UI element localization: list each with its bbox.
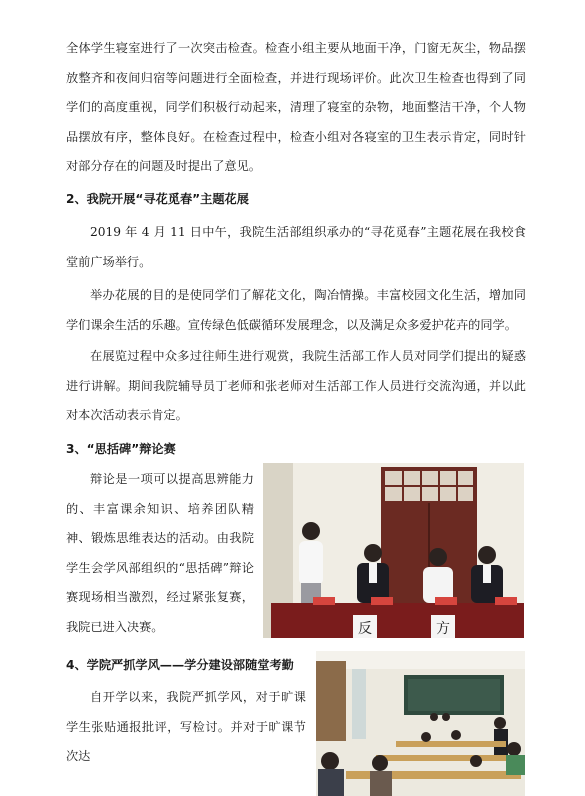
heading-attendance: 4、学院严抓学风——学分建设部随堂考勤 xyxy=(66,658,294,672)
paragraph-debate: 辩论是一项可以提高思辨能力的、丰富课余知识、培养团队精神、锻炼思维表达的活动。由我院学生会学风部组织的“思括碑”辩论赛现场相当激烈，经过紧张复赛，我院已进入决赛。 xyxy=(66,472,254,634)
table-sign-right: 方 xyxy=(436,621,450,637)
table-sign-left: 反 xyxy=(358,621,372,637)
debate-photo xyxy=(263,463,524,638)
classroom-photo-drawing xyxy=(316,651,525,796)
paragraph-flower-show-date: 2019 年 4 月 11 日中午，我院生活部组织承办的“寻花觅春”主题花展在我校食堂前广场举行。 xyxy=(66,225,526,269)
debate-photo-drawing xyxy=(263,463,524,638)
paragraph-attendance: 自开学以来，我院严抓学风，对于旷课学生张贴通报批评，写检讨。并对于旷课节次达 xyxy=(66,690,306,763)
paragraph-dorm-inspection: 全体学生寝室进行了一次突击检查。检查小组主要从地面干净，门窗无灰尘，物品摆放整齐和夜间归宿等问题进行全面检查，并进行现场评价。此次卫生检查也得到了同学们的高度重视，同学们积极行动起来，清理了寝室的杂物，地面整洁干净，个人物品摆放有序，整体良好。在检查过程中，检查小组对各寝室的卫生表示肯定，同时针对部分存在的问题及时提出了意见。 xyxy=(66,41,526,173)
heading-debate: 3、“思括碑”辩论赛 xyxy=(66,442,176,456)
classroom-photo xyxy=(316,651,525,796)
paragraph-flower-show-purpose: 举办花展的目的是使同学们了解花文化，陶冶情操。丰富校园文化生活，增加同学们课余生活的乐趣。宣传绿色低碳循环发展理念，以及满足众多爱护花卉的同学。 xyxy=(66,288,526,332)
paragraph-flower-show-visit: 在展览过程中众多过往师生进行观赏，我院生活部工作人员对同学们提出的疑惑进行讲解。期间我院辅导员丁老师和张老师对生活部工作人员进行交流沟通，并以此对本次活动表示肯定。 xyxy=(66,349,526,422)
heading-flower-show: 2、我院开展“寻花觅春”主题花展 xyxy=(66,192,249,206)
